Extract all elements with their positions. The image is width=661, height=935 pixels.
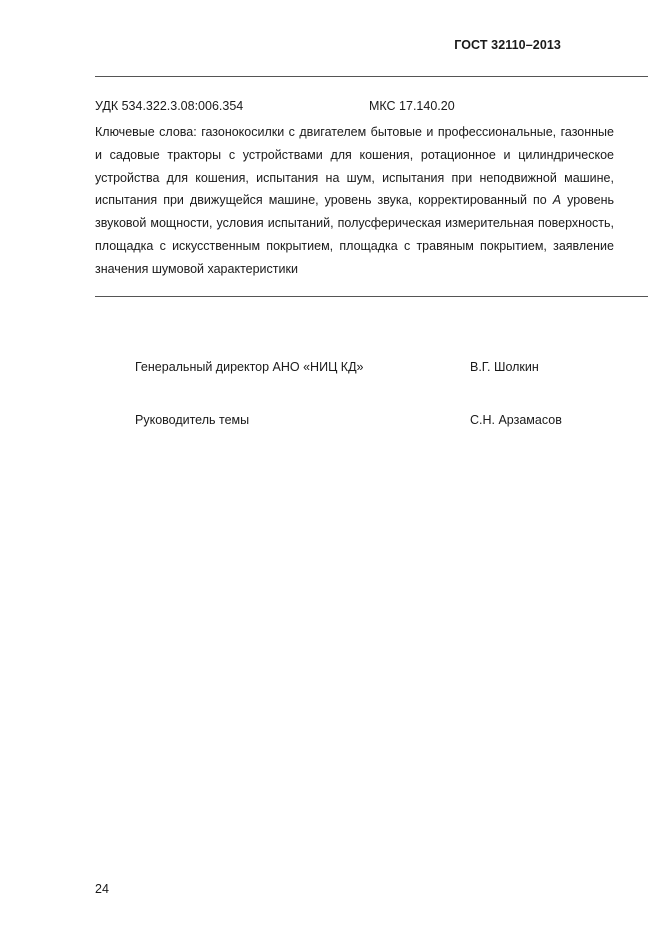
page-number: 24 (95, 882, 109, 896)
signature-role: Генеральный директор АНО «НИЦ КД» (135, 360, 364, 374)
bottom-divider (95, 296, 648, 297)
top-divider (95, 76, 648, 77)
keywords-text-part1: Ключевые слова: газонокосилки с двигателем бытовые и профессиональные, газонные и садовые тракторы с устройствами для кошения, ротационное и цилиндрическое устройства для кошения, испытания на шум, испытания при неподвижной машине, испытания при движущейся машине, уровень звука, корректированный по (95, 125, 614, 208)
signature-name: С.Н. Арзамасов (470, 413, 562, 427)
udk-code: УДК 534.322.3.08:006.354 (95, 99, 244, 113)
signature-name: В.Г. Шолкин (470, 360, 539, 374)
document-code: ГОСТ 32110–2013 (454, 38, 561, 52)
signature-role: Руководитель темы (135, 413, 250, 427)
keywords-italic-letter: А (552, 193, 562, 208)
keywords-paragraph (95, 121, 614, 281)
mks-code: МКС 17.140.20 (369, 99, 455, 113)
keywords-text-part2: уровень звуковой мощности, условия испытаний, полусферическая измерительная поверхность, площадка с искусственным покрытием, площадка с травяным покрытием, заявление значения шумовой характеристики (95, 193, 615, 276)
